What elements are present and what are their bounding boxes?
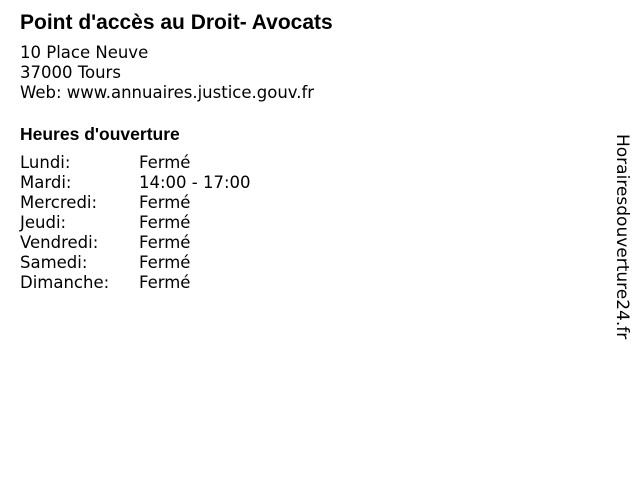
hours-row-tuesday <box>20 173 251 193</box>
day-label: Mardi: <box>20 173 72 192</box>
day-label: Vendredi: <box>20 233 99 252</box>
day-hours: Fermé <box>139 213 191 232</box>
day-hours: Fermé <box>139 233 191 252</box>
day-hours: Fermé <box>139 193 191 212</box>
day-hours: Fermé <box>139 153 191 172</box>
page-title: Point d'accès au Droit- Avocats <box>20 11 333 34</box>
day-label: Mercredi: <box>20 193 98 212</box>
city-postcode: 37000 Tours <box>20 63 121 82</box>
opening-hours-table <box>20 153 251 293</box>
day-label: Jeudi: <box>20 213 67 232</box>
hours-row-friday <box>20 233 251 253</box>
hours-row-thursday <box>20 213 251 233</box>
day-hours: Fermé <box>139 253 191 272</box>
website-link[interactable]: Web: www.annuaires.justice.gouv.fr <box>20 83 315 102</box>
day-label: Dimanche: <box>20 273 110 292</box>
site-brand-vertical: Horairesdouverture24.fr <box>612 134 632 340</box>
day-hours: 14:00 - 17:00 <box>139 173 251 192</box>
street-address: 10 Place Neuve <box>20 43 149 62</box>
hours-row-sunday <box>20 273 251 293</box>
address-block <box>20 43 314 103</box>
hours-row-saturday <box>20 253 251 273</box>
hours-row-monday <box>20 153 251 173</box>
hours-row-wednesday <box>20 193 251 213</box>
day-hours: Fermé <box>139 273 191 292</box>
day-label: Samedi: <box>20 253 88 272</box>
opening-hours-heading: Heures d'ouverture <box>20 124 180 144</box>
day-label: Lundi: <box>20 153 71 172</box>
